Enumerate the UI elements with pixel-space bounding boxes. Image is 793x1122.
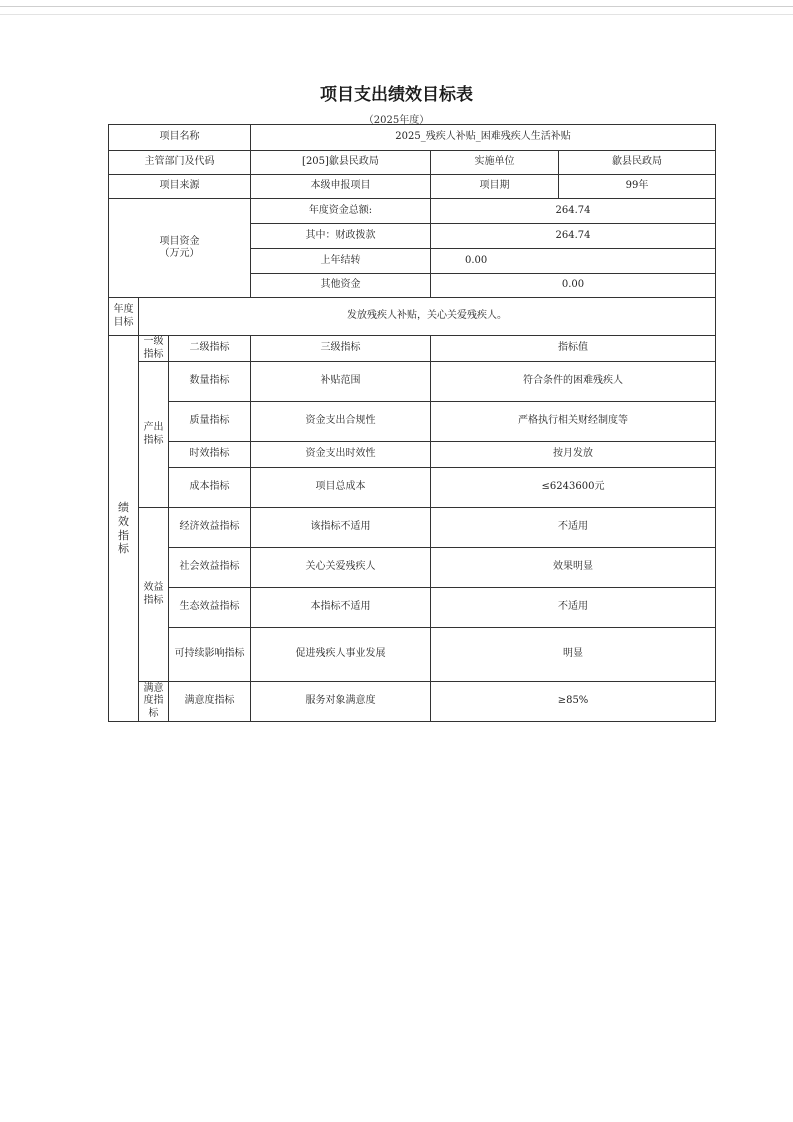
value-cell: 严格执行相关财经制度等 [431,402,716,442]
value-cell: 符合条件的困难残疾人 [431,362,716,402]
benefit-indicator-label: 效益 指标 [139,508,169,682]
level3-cell: 服务对象满意度 [251,682,431,722]
period-value: 99年 [559,175,716,199]
period-label: 项目期 [431,175,559,199]
annual-goal-label: 年度 目标 [109,298,139,336]
source-value: 本级申报项目 [251,175,431,199]
table-row [109,588,716,628]
level3-cell: 促进残疾人事业发展 [251,628,431,682]
table-row [109,468,716,508]
table-row [109,508,716,548]
level3-cell: 资金支出合规性 [251,402,431,442]
table-row [109,199,716,224]
scan-edge-line [0,14,793,15]
level2-cell: 社会效益指标 [169,548,251,588]
value-cell: 明显 [431,628,716,682]
project-name-label: 项目名称 [109,125,251,151]
value-cell: 按月发放 [431,442,716,468]
value-cell: 不适用 [431,588,716,628]
page-title: 项目支出绩效目标表 [320,85,473,105]
scan-edge-line [0,6,793,7]
value-cell: ≥85% [431,682,716,722]
dept-label: 主管部门及代码 [109,151,251,175]
perf-indicator-category: 绩 效 指 标 [109,336,139,722]
project-name-value: 2025_残疾人补贴_困难残疾人生活补贴 [251,125,716,151]
level2-cell: 满意度指标 [169,682,251,722]
table-row [109,175,716,199]
header-level2: 二级指标 [169,336,251,362]
level3-cell: 关心关爱残疾人 [251,548,431,588]
satisfaction-indicator-label: 满意 度指 标 [139,682,169,722]
level2-cell: 经济效益指标 [169,508,251,548]
funds-row-label: 上年结转 [251,249,431,274]
performance-goal-table [108,124,716,722]
level2-cell: 质量指标 [169,402,251,442]
header-level3: 三级指标 [251,336,431,362]
value-cell: 效果明显 [431,548,716,588]
impl-unit-label: 实施单位 [431,151,559,175]
funds-row-label: 其他资金 [251,274,431,298]
dept-value: [205]歙县民政局 [251,151,431,175]
impl-unit-value: 歙县民政局 [559,151,716,175]
funds-row-value: 0.00 [431,274,716,298]
level2-cell: 成本指标 [169,468,251,508]
output-indicator-label: 产出 指标 [139,362,169,508]
table-row [109,151,716,175]
table-row [109,336,716,362]
level3-cell: 补贴范围 [251,362,431,402]
funds-row-value: 0.00 [431,249,716,274]
header-value: 指标值 [431,336,716,362]
value-cell: 不适用 [431,508,716,548]
table-row [109,125,716,151]
table-row [109,442,716,468]
level2-cell: 数量指标 [169,362,251,402]
level2-cell: 时效指标 [169,442,251,468]
funds-row-label: 年度资金总额: [251,199,431,224]
annual-goal-text: 发放残疾人补贴，关心关爱残疾人。 [139,298,716,336]
table-row [109,402,716,442]
header-level1: 一级 指标 [139,336,169,362]
table-row [109,628,716,682]
table-row [109,298,716,336]
funds-row-value: 264.74 [431,224,716,249]
table-row [109,548,716,588]
level3-cell: 该指标不适用 [251,508,431,548]
funds-label: 项目资金 （万元） [109,199,251,298]
level3-cell: 本指标不适用 [251,588,431,628]
year-note: （2025年度） [363,115,430,126]
table-row [109,682,716,722]
value-cell: ≤6243600元 [431,468,716,508]
level3-cell: 项目总成本 [251,468,431,508]
table-row [109,362,716,402]
funds-row-label: 其中：财政拨款 [251,224,431,249]
level3-cell: 资金支出时效性 [251,442,431,468]
level2-cell: 可持续影响指标 [169,628,251,682]
funds-row-value: 264.74 [431,199,716,224]
source-label: 项目来源 [109,175,251,199]
level2-cell: 生态效益指标 [169,588,251,628]
